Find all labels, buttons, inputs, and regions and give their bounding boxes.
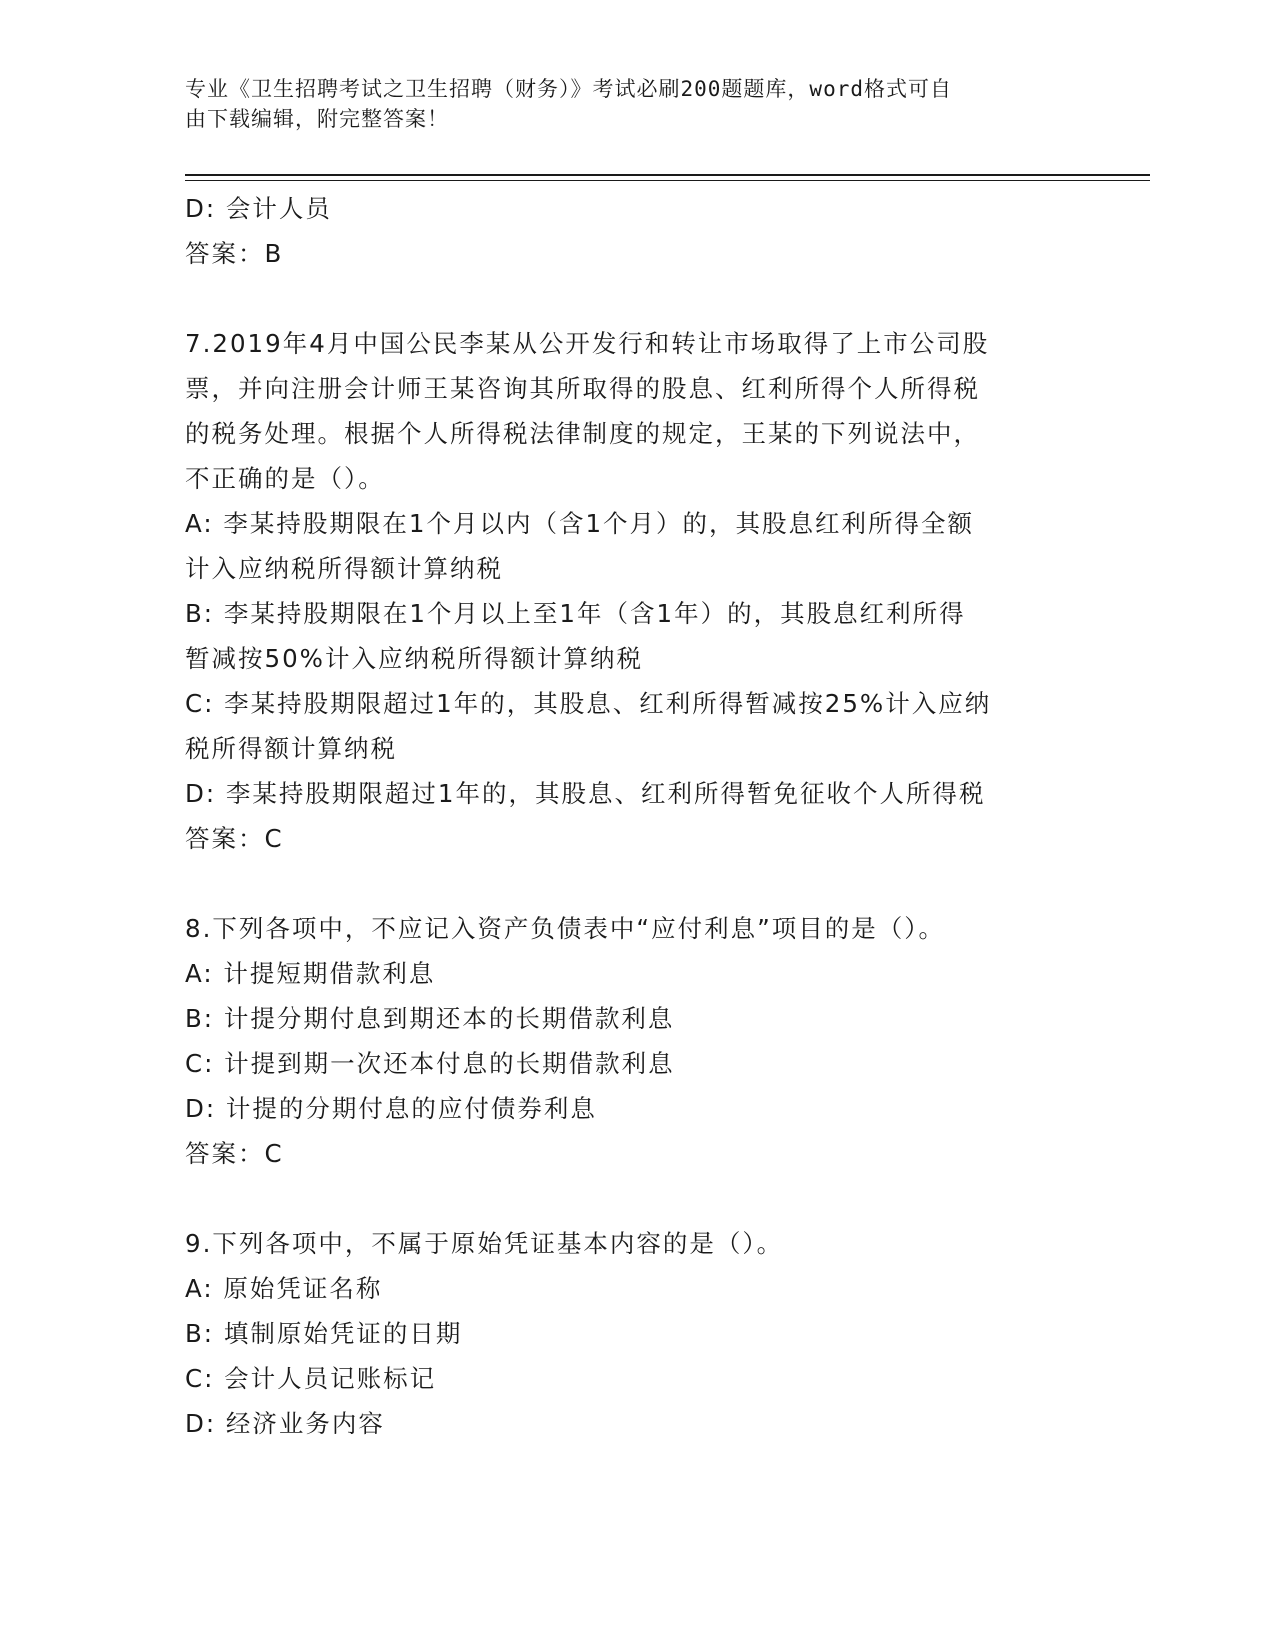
option-a-cont: 计入应纳税所得额计算纳税 [185, 554, 503, 583]
option-c-cont: 税所得额计算纳税 [185, 734, 397, 763]
answer: 答案：B [185, 239, 284, 268]
question-text: 的税务处理。根据个人所得税法律制度的规定，王某的下列说法中， [185, 419, 980, 448]
option-d: D: 李某持股期限超过1年的，其股息、红利所得暂免征收个人所得税 [185, 779, 986, 808]
option-d: D: 计提的分期付息的应付债券利息 [185, 1094, 597, 1123]
question-text: 8.下列各项中，不应记入资产负债表中“应付利息”项目的是（）。 [185, 914, 946, 943]
option-c: C: 会计人员记账标记 [185, 1364, 437, 1393]
question-text: 票，并向注册会计师王某咨询其所取得的股息、红利所得个人所得税 [185, 374, 980, 403]
option-c: C: 李某持股期限超过1年的，其股息、红利所得暂减按25%计入应纳 [185, 689, 992, 718]
question-text: 9.下列各项中，不属于原始凭证基本内容的是（）。 [185, 1229, 784, 1258]
option-c: C: 计提到期一次还本付息的长期借款利息 [185, 1049, 675, 1078]
question-8 [185, 906, 1085, 1176]
option-a: A: 李某持股期限在1个月以内（含1个月）的，其股息红利所得全额 [185, 509, 975, 538]
option-a: A: 计提短期借款利息 [185, 959, 436, 988]
header-line-1: 专业《卫生招聘考试之卫生招聘（财务）》考试必刷200题题库，word格式可自 [185, 77, 952, 101]
question-list [185, 186, 1085, 1446]
page-header [185, 74, 1065, 134]
option-d: D: 经济业务内容 [185, 1409, 385, 1438]
option-d: D: 会计人员 [185, 194, 332, 223]
previous-question-tail [185, 186, 1085, 276]
question-7 [185, 321, 1085, 861]
option-b: B: 计提分期付息到期还本的长期借款利息 [185, 1004, 675, 1033]
option-b: B: 填制原始凭证的日期 [185, 1319, 463, 1348]
answer: 答案：C [185, 1139, 284, 1168]
header-divider-thin [185, 180, 1150, 181]
question-9 [185, 1221, 1085, 1446]
question-text: 不正确的是（）。 [185, 464, 385, 493]
option-a: A: 原始凭证名称 [185, 1274, 383, 1303]
question-text: 7.2019年4月中国公民李某从公开发行和转让市场取得了上市公司股 [185, 329, 990, 358]
header-line-2: 由下载编辑，附完整答案！ [185, 107, 449, 131]
option-b: B: 李某持股期限在1个月以上至1年（含1年）的，其股息红利所得 [185, 599, 966, 628]
answer: 答案：C [185, 824, 284, 853]
option-b-cont: 暂减按50%计入应纳税所得额计算纳税 [185, 644, 643, 673]
header-divider-thick [185, 174, 1150, 176]
